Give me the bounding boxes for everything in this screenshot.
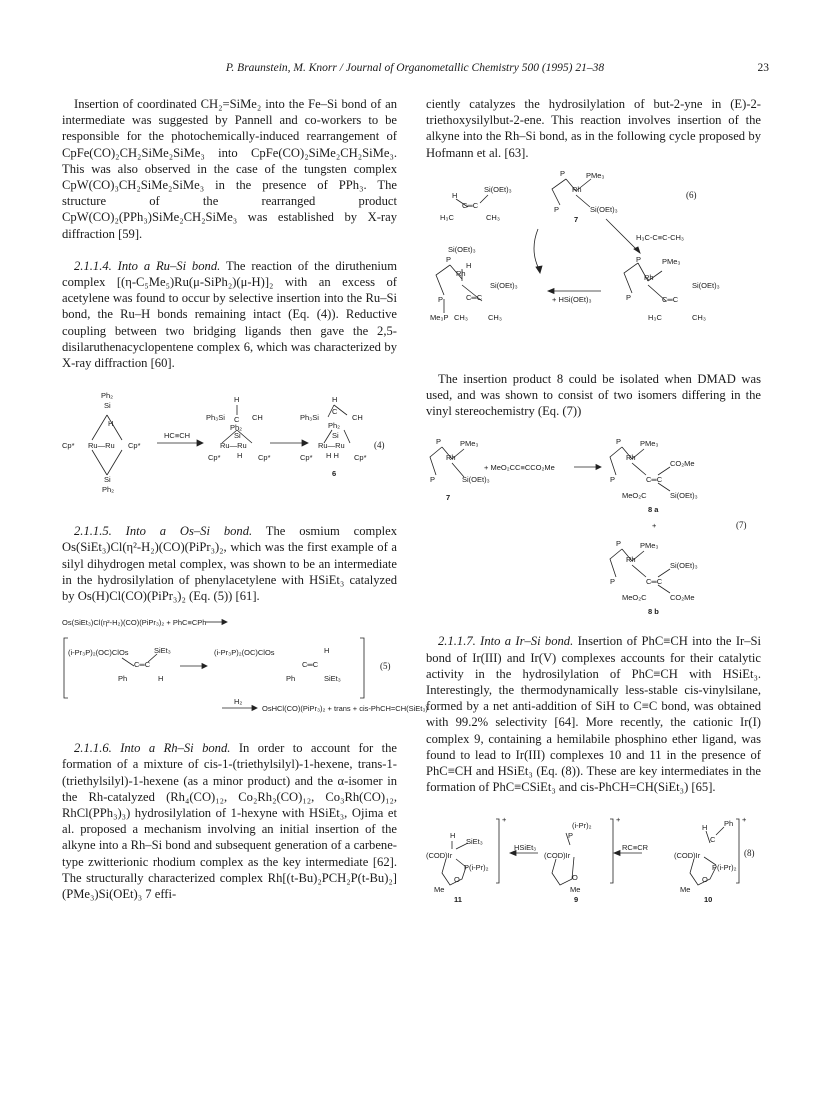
p-label: P — [554, 204, 560, 214]
section-2-1-1-5 — [62, 523, 397, 604]
compound-label: 8 b — [648, 607, 659, 617]
h-h-label: H H — [326, 451, 339, 461]
meo2c-label: MeO₂C — [622, 491, 647, 501]
section-heading: 2.1.1.6. Into a Rh–Si bond. — [74, 741, 231, 756]
ph2-label: Ph₂ — [102, 485, 115, 495]
me-label: Me — [434, 885, 445, 895]
cp-star-label: Cp* — [258, 453, 271, 463]
alkene-label: C═C — [646, 475, 663, 485]
equation-number: (7) — [736, 520, 747, 531]
o-label: O — [702, 875, 708, 885]
ch3-label: CH₃ — [692, 312, 706, 322]
o-label: O — [454, 875, 460, 885]
siet3-label: SiEt₃ — [466, 837, 483, 847]
cod-ir-label: (COD)Ir — [544, 851, 571, 861]
h-label: H — [108, 419, 114, 429]
p-label: P — [636, 254, 642, 264]
reactants-label: Os(SiEt₃)Cl(η²-H₂)(CO)(PiPr₃)₂ + PhC≡CPh — [62, 618, 207, 628]
ru-ru-label: Ru—Ru — [318, 441, 345, 451]
ph2-label: Ph₂ — [101, 391, 114, 401]
sioet3-label: Si(OEt)₃ — [448, 244, 476, 254]
p-label: P — [446, 254, 452, 264]
ph2-label: Ph₂ — [230, 423, 243, 433]
alkene-label: C═C — [302, 660, 319, 670]
h3c-label: H₃C — [440, 212, 454, 222]
os-fragment-label: (i-Pr₃P)₂(OC)ClOs — [214, 648, 275, 658]
compound-label: 6 — [332, 469, 337, 479]
ru-ru-label: Ru—Ru — [220, 441, 247, 451]
ch-label: CH — [252, 413, 263, 423]
ch-label: CH — [352, 413, 363, 423]
p-label: P — [610, 577, 616, 587]
si-label: Si — [234, 431, 241, 441]
co2me-label: CO₂Me — [670, 593, 695, 603]
h-label: H — [237, 451, 243, 461]
compound-label: 8 a — [648, 505, 659, 515]
sioet3-label: Si(OEt)₃ — [484, 184, 512, 194]
equation-6-bonds — [426, 169, 761, 357]
products-label: OsHCl(CO)(PiPr₃)₂ + trans + cis-PhCH=CH(SiEt₃) — [262, 704, 428, 714]
section-heading: 2.1.1.7. Into a Ir–Si bond. — [438, 634, 574, 649]
siet3-label: SiEt₃ — [324, 674, 341, 684]
cod-ir-label: (COD)Ir — [674, 851, 701, 861]
p-label: P — [438, 294, 444, 304]
cp-star-label: Cp* — [300, 453, 313, 463]
section-body: The reaction of the diruthenium complex [(η-C₅Me₅)Ru(μ-SiPh₂)(μ-H)]₂ with an excess of acetylene was found to occur by selective insertion into the Ru–Si bond, the Ru–H bonds remaining intact (Eq. (4)). Reductive coupling between two bridging ligands then gave the 2,5-disilaruthenacyclopentene complex 6, which was characterized by X-ray diffraction [60]. — [62, 258, 397, 371]
c-label: C — [332, 407, 338, 417]
paragraph: Insertion of coordinated CH₂=SiMe₂ into the Fe–Si bond of an intermediate was suggested by Pannell and co-workers to be responsible for the photochemically-induced rearrangement of CpFe(CO)₂CH₂SiMe₂SiMe₃ into CpFe(CO)₂SiMe₂CH₂SiMe₃. This was also observed in the case of the tungsten complex CpW(CO)₃CH₂SiMe₂SiMe₃ in the presence of PPh₃. The structure of the rearranged product CpW(CO)₂(PPh₃)SiMe₂CH₂SiMe₃ was established by X-ray diffraction [59]. — [62, 97, 397, 241]
compound-label: 10 — [704, 895, 713, 905]
p-ipr2-label: P(i-Pr)₂ — [712, 863, 737, 873]
me-label: Me — [570, 885, 581, 895]
equation-number: (4) — [374, 440, 385, 451]
plus-label: + — [652, 521, 657, 531]
sioet3-label: Si(OEt)₃ — [670, 561, 698, 571]
ph-label: Ph — [286, 674, 296, 684]
sioet3-label: Si(OEt)₃ — [490, 280, 518, 290]
h-label: H — [332, 395, 338, 405]
h3c-label: H₃C — [648, 312, 662, 322]
cp-star-label: Cp* — [62, 441, 75, 451]
section-body: The osmium complex Os(SiEt₃)Cl(η²-H₂)(CO)(PiPr₃)₂, which was the first example of a silyl dihydrogen metal complex, was shown to be an intermediate in the hydrosilylation of phenylacetylene with HSiEt₃ catalyzed by Os(H)Cl(CO)(PiPr₃)₂ (Eq. (5)) [61]. — [62, 524, 398, 604]
rh-label: Rh — [456, 268, 466, 278]
p-label: P — [616, 437, 622, 447]
section-body: Insertion of PhC≡CH into the Ir–Si bond of Ir(III) and Ir(V) complexes accounts for their catalytic activity in the hydrosilylation of PhC≡CH with HSiEt₃. Interestingly, the thermodynamically less-stable cis-vinylsilane, formed by a net anti-addition of SiH to C≡C bond, was obtained with 99.2% selectivity [64]. More recently, the cationic Ir(I) complex 9, containing a hemilabile phosphino ether ligand, was found to lead to Ir(III) complexes 10 and 11 in the presence of PhC≡CH and HSiEt₃ (Eq. (8)). These are key intermediates in the formation of PhC≡CSiEt₃ and cis-PhCH=CH(SiEt₃) [65]. — [426, 634, 762, 795]
running-head: P. Braunstein, M. Knorr / Journal of Organometallic Chemistry 500 (1995) 21–38 — [225, 62, 605, 74]
charge-label: + — [742, 815, 747, 825]
cp-star-label: Cp* — [208, 453, 221, 463]
compound-label: 11 — [454, 895, 462, 905]
section-2-1-1-7 — [426, 633, 761, 795]
pme3-label: PMe₃ — [640, 439, 659, 449]
section-body: In order to account for the formation of a mixture of cis-1-(triethylsilyl)-1-hexene, trans-1-(triethylsilyl)-1-hexene (as a minor product) and the α-isomer in the Rh-catalyzed (Rh₄(CO)₁₂, Co₂Rh₂(CO)₁₂, Co₃Rh(CO)₁₂, RhCl(PPh₃)₃) hydrosilylation of 1-hexyne with HSiEt₃, Ojima et al. proposed a mechanism involving an initial insertion of the alkyne into a Rh–Si bond and subsequent generation of a carbene-type zwitterionic rhodium complex as the key intermediate [62]. The structurally characterized complex Rh[(t-Bu)₂PCH₂P(t-Bu)₂](PMe₃)Si(OEt)₃ 7 effi- — [62, 741, 397, 902]
c-label: C — [710, 835, 716, 845]
equation-8 — [426, 813, 761, 905]
rh-label: Rh — [572, 184, 582, 194]
hsi-reagent-label: + HSi(OEt)₃ — [552, 294, 592, 304]
o-label: O — [572, 873, 578, 883]
alkene-label: C═C — [646, 577, 663, 587]
h-label: H — [158, 674, 164, 684]
sioet3-label: Si(OEt)₃ — [590, 204, 618, 214]
equation-8-bonds — [426, 813, 761, 905]
pme3-label: PMe₃ — [586, 170, 605, 180]
c-label: C — [234, 415, 240, 425]
h2-label: H₂ — [234, 697, 243, 707]
page-number: 23 — [757, 62, 769, 74]
alkene-label: C═C — [466, 292, 483, 302]
cp-star-label: Cp* — [128, 441, 141, 451]
pme3-label: PMe₃ — [662, 256, 681, 266]
ph3si-label: Ph₃Si — [300, 413, 319, 423]
dmad-reagent-label: + MeO₂CC≡CCO₂Me — [484, 463, 555, 473]
h-label: H — [450, 831, 456, 841]
ph-label: Ph — [118, 674, 128, 684]
equation-number: (5) — [380, 661, 391, 672]
ipr2-label: (i-Pr)₂ — [572, 821, 592, 831]
equation-6 — [426, 169, 761, 357]
h-label: H — [234, 395, 240, 405]
p-label: P — [626, 292, 632, 302]
p-label: P — [430, 475, 436, 485]
sioet3-label: Si(OEt)₃ — [462, 475, 490, 485]
ph2-label: Ph₂ — [328, 421, 341, 431]
paragraph: ciently catalyzes the hydrosilylation of but-2-yne in (E)-2-triethoxysilylbut-2-ene. This reaction involves insertion of the alkyne into the Rh–Si bond, as in the following cycle proposed by Hofmann et al. [63]. — [426, 97, 761, 160]
p-label: P — [436, 437, 442, 447]
me3p-label: Me₃P — [430, 312, 449, 322]
equation-number: (6) — [686, 189, 697, 200]
cod-ir-label: (COD)Ir — [426, 851, 453, 861]
section-heading: 2.1.1.5. Into a Os–Si bond. — [74, 524, 253, 539]
pme3-label: PMe₃ — [640, 541, 659, 551]
h-label: H — [324, 646, 330, 656]
cp-star-label: Cp* — [354, 453, 367, 463]
si-label: Si — [332, 431, 339, 441]
right-column — [426, 96, 761, 919]
me-label: Me — [680, 885, 691, 895]
alkyne-reagent-label: RC≡CR — [622, 843, 649, 853]
p-label: P — [560, 168, 566, 178]
compound-label: 7 — [446, 493, 451, 503]
ch3-label: CH₃ — [454, 312, 468, 322]
h-label: H — [702, 823, 708, 833]
p-ipr2-label: P(i-Pr)₂ — [464, 863, 489, 873]
pme3-label: PMe₃ — [460, 439, 479, 449]
section-heading: 2.1.1.4. Into a Ru–Si bond. — [74, 258, 221, 273]
charge-label: + — [616, 815, 621, 825]
compound-label: 7 — [574, 214, 579, 224]
sioet3-label: Si(OEt)₃ — [692, 280, 720, 290]
si-label: Si — [104, 401, 111, 411]
p-label: P — [568, 831, 574, 841]
p-label: P — [610, 475, 616, 485]
siet3-label: SiEt₃ — [154, 646, 171, 656]
sioet3-label: Si(OEt)₃ — [670, 491, 698, 501]
rh-label: Rh — [626, 555, 636, 565]
equation-7 — [426, 429, 761, 619]
section-2-1-1-4 — [62, 258, 397, 371]
alkene-label: C═C — [662, 294, 679, 304]
equation-5 — [62, 618, 428, 722]
os-fragment-label: (i-Pr₃P)₂(OC)ClOs — [68, 648, 129, 658]
p-label: P — [616, 539, 622, 549]
charge-label: + — [502, 815, 507, 825]
si-label: Si — [104, 475, 111, 485]
alkyne-label: H₃C-C≡C-CH₃ — [636, 232, 684, 242]
equation-7-bonds — [426, 429, 761, 619]
h-label: H — [452, 190, 458, 200]
rh-label: Rh — [626, 453, 636, 463]
alkene-label: C═C — [134, 660, 151, 670]
meo2c-label: MeO₂C — [622, 593, 647, 603]
equation-number: (8) — [744, 848, 755, 859]
hsiet3-reagent-label: HSiEt₃ — [514, 843, 537, 853]
compound-label: 9 — [574, 895, 579, 905]
h-label: H — [466, 260, 472, 270]
paragraph: The insertion product 8 could be isolated when DMAD was used, and was shown to consist of two isomers differing in the vinyl stereochemistry (Eq. (7)) — [426, 371, 761, 419]
ru-ru-label: Ru—Ru — [88, 441, 115, 451]
ph-label: Ph — [724, 819, 734, 829]
reagent-label: HC≡CH — [164, 431, 191, 441]
left-column — [62, 96, 428, 902]
ph3si-label: Ph₃Si — [206, 413, 225, 423]
equation-4 — [62, 385, 397, 505]
alkene-label: C═C — [462, 200, 479, 210]
section-2-1-1-6 — [62, 740, 397, 902]
ch3-label: CH₃ — [486, 212, 500, 222]
co2me-label: CO₂Me — [670, 459, 695, 469]
rh-label: Rh — [446, 453, 456, 463]
ch3-label: CH₃ — [488, 312, 502, 322]
rh-label: Rh — [644, 272, 654, 282]
